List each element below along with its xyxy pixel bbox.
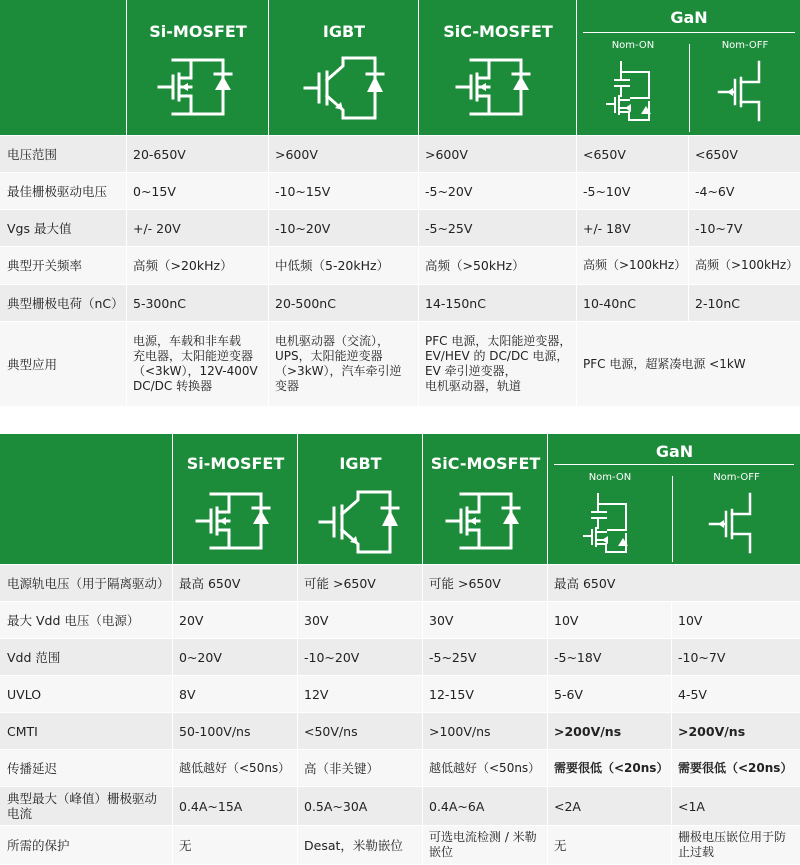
- app-line: 充电器，太阳能逆变器: [133, 349, 254, 363]
- table-row: [0, 285, 800, 322]
- header-blank-cell: [0, 0, 126, 135]
- header-nom-on: Nom-ON: [588, 472, 632, 483]
- app-line: 电源，车载和非车载: [133, 334, 242, 348]
- row-label: 传播延迟: [7, 760, 58, 776]
- cell-si: 0.4A~15A: [172, 787, 297, 825]
- cell-sic: 高频（>50kHz）: [418, 247, 576, 284]
- table-row: [0, 136, 800, 173]
- cell-igbt: 高（非关键）: [297, 750, 422, 786]
- igbt-symbol-icon: [314, 486, 406, 558]
- header-gan-divider: [583, 32, 795, 33]
- igbt-symbol-icon: [299, 52, 391, 124]
- table-row: [0, 173, 800, 210]
- cell-sic: -5~25V: [418, 210, 576, 246]
- cell-si: 0~15V: [126, 173, 268, 209]
- cell-gan-off: 2-10nC: [688, 285, 800, 321]
- row-label: 典型开关频率: [7, 258, 83, 273]
- cell-sic: [418, 322, 576, 406]
- cell-si: 越低越好（<50ns）: [172, 750, 297, 786]
- row-label: 电源轨电压（用于隔离驱动）: [7, 575, 170, 591]
- cell-gan: 最高 650V: [547, 565, 800, 601]
- table-row: [0, 210, 800, 247]
- cell-gan-on: 10V: [547, 602, 671, 638]
- header-sic-mosfet-title: SiC-MOSFET: [430, 454, 541, 473]
- cell-sic: >100V/ns: [422, 713, 547, 749]
- cell-sic: 越低越好（<50ns）: [422, 750, 547, 786]
- cell-gan-on: <2A: [547, 787, 671, 825]
- app-line: EV/HEV 的 DC/DC 电源，: [425, 349, 569, 363]
- cell-si: 最高 650V: [172, 565, 297, 601]
- cell-igbt: 0.5A~30A: [297, 787, 422, 825]
- app-line: （>3kW），汽车牵引逆: [275, 364, 402, 378]
- cell-si: 5-300nC: [126, 285, 268, 321]
- gan-nom-off-symbol-icon: [706, 490, 766, 556]
- cell-gan-off: <650V: [688, 136, 800, 172]
- table-row: [0, 565, 800, 602]
- app-line: PFC 电源，太阳能逆变器，: [425, 334, 572, 348]
- cell-gan-on: +/- 18V: [576, 210, 688, 246]
- cell-si: [126, 322, 268, 406]
- header-si-mosfet: [126, 0, 269, 135]
- cell-igbt: 20-500nC: [268, 285, 418, 321]
- cell-sic: -5~25V: [422, 639, 547, 675]
- gan-nom-on-symbol-icon: [601, 56, 667, 126]
- table-row: [0, 322, 800, 407]
- cell-sic: 12-15V: [422, 676, 547, 712]
- gan-nom-off-symbol-icon: [715, 58, 775, 124]
- cell-igbt: 中低频（5-20kHz）: [268, 247, 418, 284]
- cell-gan-off: 10V: [671, 602, 800, 638]
- cell-si: 无: [172, 826, 297, 864]
- row-label: 典型最大（峰值）栅极驱动电流: [7, 791, 158, 821]
- header-sic-mosfet: [418, 0, 577, 135]
- cell-igbt: -10~15V: [268, 173, 418, 209]
- cell-gan-off: >200V/ns: [671, 713, 800, 749]
- header-si-mosfet-title: Si-MOSFET: [186, 454, 285, 473]
- cell-gan-on: -5~18V: [547, 639, 671, 675]
- cell-igbt: 12V: [297, 676, 422, 712]
- cell-igbt: 30V: [297, 602, 422, 638]
- app-line: UPS，太阳能逆变器: [275, 349, 383, 363]
- row-label: 典型栅极电荷（nC）: [7, 295, 124, 311]
- cell-sic: 14-150nC: [418, 285, 576, 321]
- header-igbt-title: IGBT: [339, 454, 382, 473]
- mosfet-symbol-icon: [193, 486, 279, 556]
- sic-mosfet-symbol-icon: [453, 52, 539, 122]
- header-nom-on: Nom-ON: [611, 40, 655, 51]
- cell-igbt: <50V/ns: [297, 713, 422, 749]
- row-label: 电压范围: [7, 146, 58, 162]
- cell-gan-on: <650V: [576, 136, 688, 172]
- gan-nom-on-symbol-icon: [578, 488, 644, 558]
- header-igbt: [268, 0, 419, 135]
- app-line: 变器: [275, 379, 300, 393]
- cell-gan-on: 需要很低（<20ns）: [547, 750, 671, 786]
- row-label: Vgs 最大值: [7, 220, 72, 236]
- sic-mosfet-symbol-icon: [443, 486, 529, 556]
- table-2-header: [0, 434, 800, 564]
- header-gan: [547, 434, 800, 564]
- header-gan-vsep: [672, 476, 673, 562]
- cell-igbt: >600V: [268, 136, 418, 172]
- row-label: 最大 Vdd 电压（电源）: [7, 612, 140, 628]
- cell-igbt: 可能 >650V: [297, 565, 422, 601]
- cell-igbt: [268, 322, 418, 406]
- cell-si: 20V: [172, 602, 297, 638]
- header-gan-divider: [554, 464, 794, 465]
- row-label: 典型应用: [7, 356, 58, 372]
- cell-gan: PFC 电源，超紧凑电源 <1kW: [576, 322, 800, 406]
- header-si-mosfet-title: Si-MOSFET: [149, 22, 247, 41]
- row-label: Vdd 范围: [7, 649, 61, 665]
- table-row: [0, 639, 800, 676]
- header-gan-vsep: [689, 44, 690, 132]
- table-row: [0, 787, 800, 826]
- header-gan-title: GaN: [670, 8, 708, 27]
- cell-gan-on: 高频（>100kHz）: [576, 247, 688, 284]
- cell-gan-off: <1A: [671, 787, 800, 825]
- row-label: UVLO: [7, 686, 42, 702]
- header-igbt-title: IGBT: [322, 22, 366, 41]
- cell-sic: 0.4A~6A: [422, 787, 547, 825]
- header-blank-cell: [0, 434, 172, 564]
- cell-gan-off: 高频（>100kHz）: [688, 247, 800, 284]
- cell-si: +/- 20V: [126, 210, 268, 246]
- header-gan: [576, 0, 800, 135]
- header-si-mosfet: [172, 434, 298, 564]
- app-line: 电机驱动器，轨道: [425, 379, 522, 393]
- row-label: 最佳栅极驱动电压: [7, 183, 108, 199]
- cell-igbt: Desat，米勒嵌位: [297, 826, 422, 864]
- header-igbt: [297, 434, 423, 564]
- cell-sic: >600V: [418, 136, 576, 172]
- app-line: EV 牵引逆变器，: [425, 364, 517, 378]
- row-label: 所需的保护: [7, 837, 70, 853]
- mosfet-symbol-icon: [155, 52, 241, 122]
- table-row: [0, 750, 800, 787]
- cell-gan-off: -4~6V: [688, 173, 800, 209]
- cell-gan-on: 5-6V: [547, 676, 671, 712]
- cell-gan-on: 10-40nC: [576, 285, 688, 321]
- cell-si: 高频（>20kHz）: [126, 247, 268, 284]
- header-nom-off: Nom-OFF: [721, 40, 769, 51]
- table-1-header: [0, 0, 800, 135]
- table-row: [0, 247, 800, 285]
- cell-gan-on: -5~10V: [576, 173, 688, 209]
- table-row: [0, 602, 800, 639]
- header-sic-mosfet-title: SiC-MOSFET: [443, 22, 553, 41]
- cell-gan-off: 需要很低（<20ns）: [671, 750, 800, 786]
- cell-igbt: -10~20V: [297, 639, 422, 675]
- cell-si: 50-100V/ns: [172, 713, 297, 749]
- cell-sic: 可选电流检测 / 米勒嵌位: [422, 826, 547, 864]
- cell-si: 8V: [172, 676, 297, 712]
- cell-sic: 30V: [422, 602, 547, 638]
- app-line: 电机驱动器（交流），: [275, 334, 390, 348]
- cell-gan-off: 4-5V: [671, 676, 800, 712]
- header-nom-off: Nom-OFF: [713, 472, 760, 483]
- table-row: [0, 826, 800, 865]
- app-line: DC/DC 转换器: [133, 379, 213, 393]
- table-row: [0, 676, 800, 713]
- cell-sic: -5~20V: [418, 173, 576, 209]
- cell-gan-on: 无: [547, 826, 671, 864]
- cell-gan-off: -10~7V: [688, 210, 800, 246]
- app-line: （<3kW），12V-400V: [133, 364, 258, 378]
- cell-gan-off: 栅极电压嵌位用于防止过载: [671, 826, 800, 864]
- header-gan-title: GaN: [655, 442, 694, 461]
- cell-sic: 可能 >650V: [422, 565, 547, 601]
- header-sic-mosfet: [422, 434, 548, 564]
- cell-gan-off: -10~7V: [671, 639, 800, 675]
- table-row: [0, 713, 800, 750]
- cell-gan-on: >200V/ns: [547, 713, 671, 749]
- cell-si: 0~20V: [172, 639, 297, 675]
- cell-si: 20-650V: [126, 136, 268, 172]
- row-label: CMTI: [7, 723, 38, 739]
- cell-igbt: -10~20V: [268, 210, 418, 246]
